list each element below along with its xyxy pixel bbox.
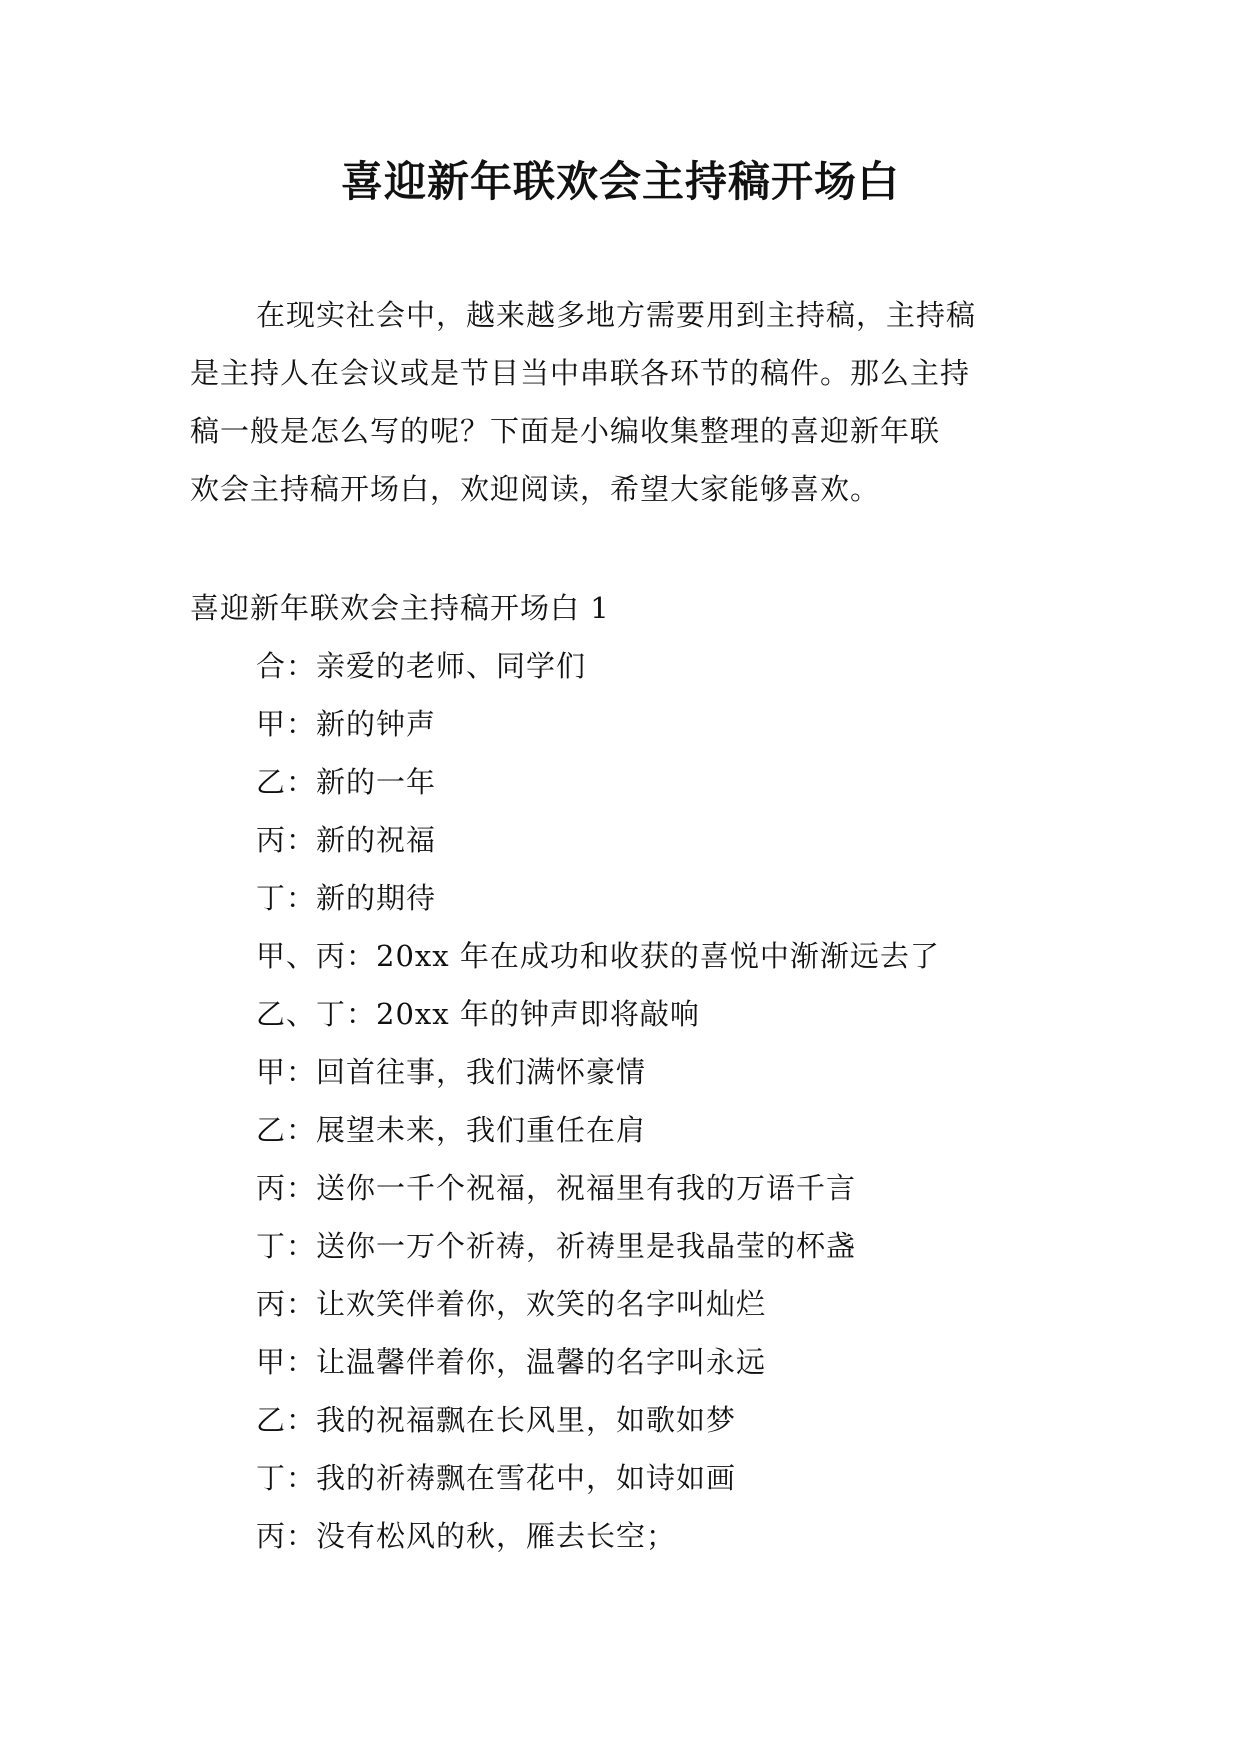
section-heading: 喜迎新年联欢会主持稿开场白 1 xyxy=(190,591,610,625)
dialogue-line: 丁：送你一万个祈祷，祈祷里是我晶莹的杯盏 xyxy=(256,1229,857,1263)
intro-line: 是主持人在会议或是节目当中串联各环节的稿件。那么主持 xyxy=(190,356,971,390)
dialogue-line: 丙：送你一千个祝福，祝福里有我的万语千言 xyxy=(256,1171,857,1205)
dialogue-line: 甲：让温馨伴着你，温馨的名字叫永远 xyxy=(256,1345,767,1379)
document-title: 喜迎新年联欢会主持稿开场白 xyxy=(340,157,900,206)
dialogue-line: 丙：新的祝福 xyxy=(256,823,437,857)
dialogue-list xyxy=(256,637,940,1565)
dialogue-line: 乙：我的祝福飘在长风里，如歌如梦 xyxy=(256,1403,737,1437)
dialogue-line: 丙：让欢笑伴着你，欢笑的名字叫灿烂 xyxy=(256,1287,767,1321)
dialogue-line: 甲、丙：20xx 年在成功和收获的喜悦中渐渐远去了 xyxy=(256,939,940,973)
dialogue-line: 丁：我的祈祷飘在雪花中，如诗如画 xyxy=(256,1461,737,1495)
dialogue-line: 乙：展望未来，我们重任在肩 xyxy=(256,1113,647,1147)
dialogue-line: 丙：没有松风的秋，雁去长空； xyxy=(256,1519,677,1553)
intro-paragraph xyxy=(190,286,1050,518)
dialogue-line: 甲：回首往事，我们满怀豪情 xyxy=(256,1055,647,1089)
dialogue-line: 乙：新的一年 xyxy=(256,765,437,799)
intro-line: 欢会主持稿开场白，欢迎阅读，希望大家能够喜欢。 xyxy=(190,472,881,506)
dialogue-line: 丁：新的期待 xyxy=(256,881,437,915)
dialogue-line: 乙、丁：20xx 年的钟声即将敲响 xyxy=(256,997,700,1031)
dialogue-line: 合：亲爱的老师、同学们 xyxy=(256,649,587,683)
intro-line: 稿一般是怎么写的呢？下面是小编收集整理的喜迎新年联 xyxy=(190,414,941,448)
dialogue-line: 甲：新的钟声 xyxy=(256,707,437,741)
intro-line: 在现实社会中，越来越多地方需要用到主持稿，主持稿 xyxy=(256,298,977,332)
